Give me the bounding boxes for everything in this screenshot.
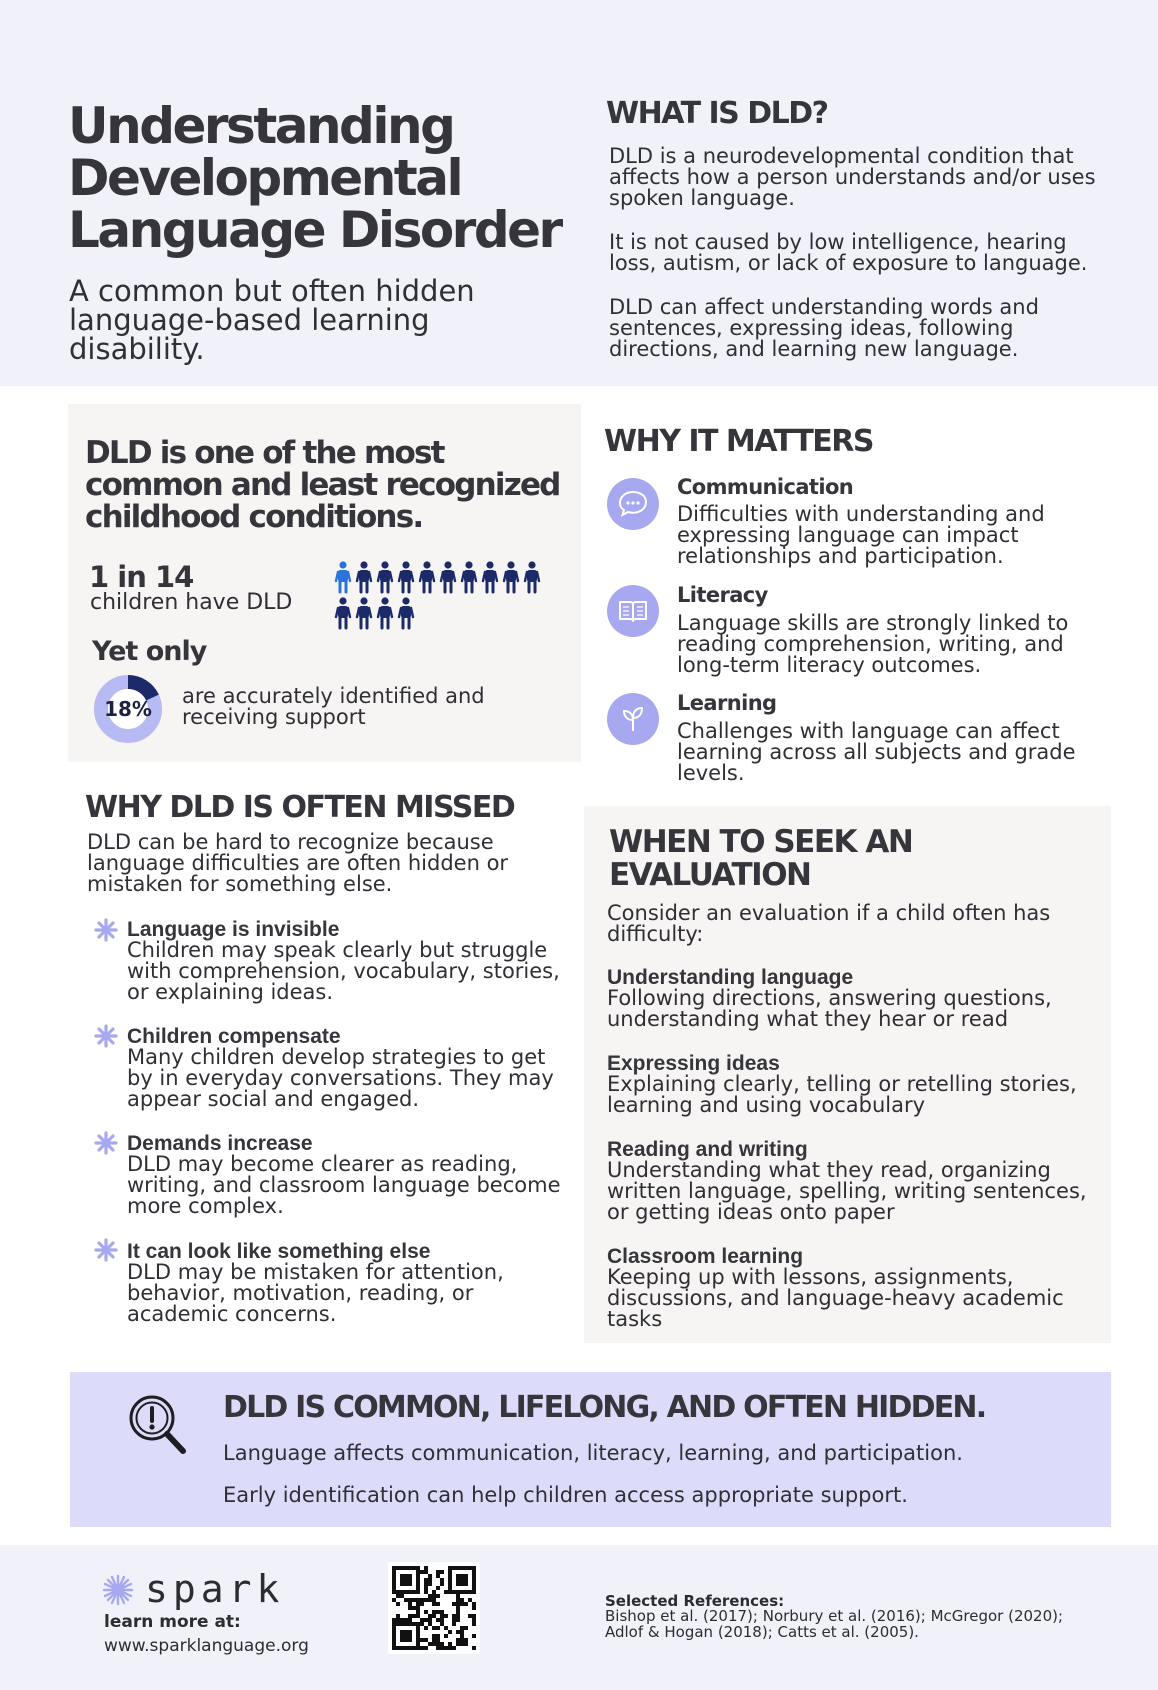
qr-module [424, 1610, 428, 1614]
qr-module [424, 1590, 428, 1594]
qr-module [472, 1646, 476, 1650]
qr-module [396, 1622, 400, 1626]
qr-module [392, 1630, 396, 1634]
person-icon [378, 561, 392, 592]
qr-module [392, 1642, 396, 1646]
qr-module [436, 1626, 440, 1630]
qr-module [420, 1618, 424, 1622]
person-icon [378, 597, 392, 628]
missed-item-text: DLD may become clearer as reading, writing, and classroom language become more complex. [127, 1152, 561, 1218]
qr-module [456, 1594, 460, 1598]
qr-module [456, 1566, 460, 1570]
qr-module [424, 1566, 428, 1570]
person-icon [504, 561, 518, 592]
qr-module [416, 1634, 420, 1638]
qr-module [424, 1582, 428, 1586]
qr-module [400, 1578, 404, 1582]
missed-item-text: DLD may be mistaken for attention, behavior, motivation, reading, or academic concerns. [127, 1260, 504, 1326]
qr-module [400, 1582, 404, 1586]
evaluation-heading: WHEN TO SEEK AN EVALUATION [609, 824, 913, 893]
qr-module [464, 1642, 468, 1646]
qr-module [408, 1574, 412, 1578]
missed-item-head: It can look like something else [127, 1240, 431, 1263]
qr-module [432, 1590, 436, 1594]
yet-only-label: Yet only [92, 636, 207, 667]
qr-module [392, 1566, 396, 1570]
qr-module [432, 1610, 436, 1614]
qr-module [456, 1590, 460, 1594]
what-is-dld-heading: WHAT IS DLD? [606, 96, 828, 131]
qr-module [408, 1598, 412, 1602]
qr-module [408, 1638, 412, 1642]
qr-module [408, 1614, 412, 1618]
asterisk-bullet-icon [94, 918, 118, 942]
qr-module [456, 1598, 460, 1602]
qr-module [460, 1566, 464, 1570]
qr-module [428, 1618, 432, 1622]
qr-module [452, 1646, 456, 1650]
missed-item-text: Many children develop strategies to get by in everyday conversations. They may appear social and engaged. [127, 1045, 554, 1111]
qr-module [408, 1634, 412, 1638]
asterisk-bullet-icon [94, 1024, 118, 1048]
open-book-icon [607, 585, 659, 637]
qr-module [432, 1594, 436, 1598]
qr-module [440, 1578, 444, 1582]
qr-module [392, 1578, 396, 1582]
page-subtitle: A common but often hidden language-based learning disability. [69, 274, 475, 366]
percent-label: 18% [104, 697, 152, 721]
qr-module [436, 1586, 440, 1590]
qr-module [456, 1618, 460, 1622]
missed-item-text: Children may speak clearly but struggle with comprehension, vocabulary, stories, or explaining ideas. [127, 938, 560, 1004]
qr-module [448, 1570, 452, 1574]
qr-module [404, 1622, 408, 1626]
qr-module [472, 1614, 476, 1618]
qr-module [448, 1642, 452, 1646]
qr-module [440, 1642, 444, 1646]
banner-line: Early identification can help children access appropriate support. [223, 1483, 908, 1507]
qr-module [416, 1626, 420, 1630]
qr-module [400, 1618, 404, 1622]
qr-module [432, 1626, 436, 1630]
qr-module [412, 1614, 416, 1618]
qr-module [472, 1586, 476, 1590]
qr-module [456, 1638, 460, 1642]
qr-module [452, 1590, 456, 1594]
qr-module [408, 1590, 412, 1594]
qr-module [424, 1626, 428, 1630]
qr-module [416, 1614, 420, 1618]
qr-module [416, 1630, 420, 1634]
asterisk-bullet-icon [94, 1238, 118, 1262]
qr-module [440, 1570, 444, 1574]
person-icon [462, 561, 476, 592]
qr-module [392, 1634, 396, 1638]
qr-module [460, 1630, 464, 1634]
evaluation-item-text: Following directions, answering questions, understanding what they hear or read [607, 986, 1052, 1031]
qr-module [468, 1598, 472, 1602]
qr-module [444, 1646, 448, 1650]
qr-module [448, 1578, 452, 1582]
qr-module [416, 1590, 420, 1594]
qr-module [444, 1634, 448, 1638]
qr-module [440, 1582, 444, 1586]
qr-module [460, 1578, 464, 1582]
qr-module [444, 1614, 448, 1618]
qr-module [460, 1634, 464, 1638]
qr-module [436, 1594, 440, 1598]
references-text: Bishop et al. (2017); Norbury et al. (2016); McGregor (2020); Adlof & Hogan (2018); Catts et al. (2005). [605, 1607, 1064, 1641]
qr-module [472, 1602, 476, 1606]
qr-module [392, 1598, 396, 1602]
qr-module [472, 1634, 476, 1638]
qr-code[interactable] [388, 1562, 480, 1654]
qr-module [436, 1610, 440, 1614]
qr-module [408, 1622, 412, 1626]
qr-module [456, 1610, 460, 1614]
magnifier-alert-icon [126, 1392, 190, 1458]
missed-item-head: Language is invisible [127, 918, 340, 941]
qr-module [420, 1646, 424, 1650]
qr-module [424, 1646, 428, 1650]
often-missed-intro: DLD can be hard to recognize because language difficulties are often hidden or mistaken for something else. [87, 830, 509, 896]
qr-module [412, 1598, 416, 1602]
evaluation-item-head: Understanding language [607, 966, 854, 989]
qr-module [472, 1590, 476, 1594]
qr-module [392, 1570, 396, 1574]
qr-module [472, 1618, 476, 1622]
qr-module [408, 1606, 412, 1610]
qr-module [416, 1566, 420, 1570]
qr-module [400, 1646, 404, 1650]
person-icon [483, 561, 497, 592]
banner-heading: DLD IS COMMON, LIFELONG, AND OFTEN HIDDEN. [223, 1390, 986, 1425]
brand-wordmark: spark [145, 1567, 285, 1611]
qr-module [432, 1614, 436, 1618]
qr-module [400, 1622, 404, 1626]
qr-module [416, 1646, 420, 1650]
person-icon [441, 561, 455, 592]
qr-module [428, 1622, 432, 1626]
qr-module [456, 1574, 460, 1578]
qr-module [392, 1626, 396, 1630]
qr-module [396, 1590, 400, 1594]
qr-module [392, 1646, 396, 1650]
evaluation-item-head: Expressing ideas [607, 1052, 780, 1075]
matters-text-communication: Difficulties with understanding and expressing language can impact relationships and participation. [677, 502, 1045, 568]
evaluation-item-head: Classroom learning [607, 1245, 804, 1268]
qr-module [440, 1646, 444, 1650]
qr-module [452, 1622, 456, 1626]
qr-module [400, 1594, 404, 1598]
qr-module [472, 1574, 476, 1578]
qr-module [392, 1638, 396, 1642]
qr-module [408, 1602, 412, 1606]
person-icon [336, 597, 350, 628]
qr-module [400, 1634, 404, 1638]
qr-module [472, 1606, 476, 1610]
qr-module [416, 1578, 420, 1582]
qr-module [464, 1602, 468, 1606]
qr-module [420, 1638, 424, 1642]
stats-heading: DLD is one of the most common and least recognized childhood conditions. [85, 435, 560, 535]
qr-module [432, 1598, 436, 1602]
qr-module [460, 1590, 464, 1594]
qr-module [404, 1634, 408, 1638]
qr-module [404, 1598, 408, 1602]
qr-module [448, 1574, 452, 1578]
qr-module [428, 1594, 432, 1598]
qr-module [396, 1646, 400, 1650]
what-paragraph: It is not caused by low intelligence, hearing loss, autism, or lack of exposure to language. [609, 230, 1088, 275]
asterisk-bullet-icon [94, 1131, 118, 1155]
qr-module [436, 1634, 440, 1638]
qr-module [460, 1582, 464, 1586]
qr-module [456, 1630, 460, 1634]
why-it-matters-heading: WHY IT MATTERS [604, 424, 873, 459]
qr-module [400, 1638, 404, 1642]
banner-line: Language affects communication, literacy, learning, and participation. [223, 1441, 963, 1465]
qr-module [440, 1618, 444, 1622]
qr-module [468, 1590, 472, 1594]
qr-module [400, 1574, 404, 1578]
qr-module [420, 1570, 424, 1574]
qr-module [464, 1578, 468, 1582]
matters-label-literacy: Literacy [677, 583, 768, 607]
qr-module [404, 1646, 408, 1650]
page-title: Understanding Developmental Language Disorder [68, 97, 561, 259]
qr-module [420, 1622, 424, 1626]
qr-module [444, 1590, 448, 1594]
qr-module [436, 1646, 440, 1650]
references-heading: Selected References: [605, 1592, 785, 1610]
stat-ratio-desc: children have DLD [90, 590, 293, 615]
evaluation-item-text: Explaining clearly, telling or retelling stories, learning and using vocabulary [607, 1072, 1077, 1117]
people-pictogram [333, 561, 543, 638]
qr-module [396, 1566, 400, 1570]
qr-module [460, 1574, 464, 1578]
qr-module [416, 1570, 420, 1574]
matters-label-communication: Communication [677, 475, 854, 499]
qr-module [428, 1598, 432, 1602]
qr-module [412, 1566, 416, 1570]
qr-module [416, 1642, 420, 1646]
qr-module [412, 1590, 416, 1594]
qr-module [412, 1622, 416, 1626]
qr-module [444, 1626, 448, 1630]
qr-module [424, 1578, 428, 1582]
qr-module [460, 1638, 464, 1642]
often-missed-heading: WHY DLD IS OFTEN MISSED [85, 790, 515, 825]
qr-module [408, 1566, 412, 1570]
qr-module [408, 1578, 412, 1582]
qr-module [472, 1622, 476, 1626]
qr-module [408, 1582, 412, 1586]
qr-module [424, 1618, 428, 1622]
qr-module [436, 1642, 440, 1646]
qr-module [464, 1574, 468, 1578]
learn-more-label: learn more at: [104, 1612, 241, 1632]
website-link[interactable]: www.sparklanguage.org [104, 1636, 309, 1656]
qr-module [404, 1590, 408, 1594]
qr-module [440, 1614, 444, 1618]
qr-module [448, 1646, 452, 1650]
qr-module [416, 1598, 420, 1602]
qr-module [432, 1642, 436, 1646]
qr-module [420, 1602, 424, 1606]
qr-module [448, 1586, 452, 1590]
qr-module [456, 1606, 460, 1610]
qr-module [452, 1614, 456, 1618]
qr-module [392, 1586, 396, 1590]
qr-module [396, 1594, 400, 1598]
qr-module [428, 1582, 432, 1586]
qr-module [392, 1590, 396, 1594]
qr-module [456, 1642, 460, 1646]
person-icon-highlighted [336, 561, 350, 592]
qr-module [440, 1622, 444, 1626]
qr-module [404, 1578, 408, 1582]
qr-module [404, 1630, 408, 1634]
qr-module [416, 1606, 420, 1610]
chat-bubble-icon [607, 478, 659, 530]
qr-module [404, 1582, 408, 1586]
qr-module [408, 1618, 412, 1622]
stat-ratio: 1 in 14 [89, 560, 194, 594]
evaluation-item-head: Reading and writing [607, 1138, 808, 1161]
qr-module [448, 1582, 452, 1586]
qr-module [408, 1646, 412, 1650]
qr-module [416, 1586, 420, 1590]
qr-module [460, 1598, 464, 1602]
person-icon [357, 597, 371, 628]
evaluation-item-text: Keeping up with lessons, assignments, discussions, and language-heavy academic tasks [607, 1265, 1064, 1331]
qr-module [428, 1574, 432, 1578]
qr-module [452, 1566, 456, 1570]
qr-module [440, 1610, 444, 1614]
qr-module [412, 1606, 416, 1610]
qr-module [468, 1566, 472, 1570]
qr-module [392, 1622, 396, 1626]
qr-module [436, 1574, 440, 1578]
qr-module [456, 1602, 460, 1606]
missed-item-head: Demands increase [127, 1132, 313, 1155]
qr-module [464, 1638, 468, 1642]
percent-desc: are accurately identified and receiving support [182, 684, 485, 729]
qr-module [460, 1602, 464, 1606]
qr-module [472, 1582, 476, 1586]
qr-module [464, 1566, 468, 1570]
person-icon [420, 561, 434, 592]
matters-text-literacy: Language skills are strongly linked to reading comprehension, writing, and long-term literacy outcomes. [677, 611, 1069, 677]
person-icon [399, 597, 413, 628]
qr-module [424, 1586, 428, 1590]
person-icon [399, 561, 413, 592]
qr-module [400, 1566, 404, 1570]
qr-module [404, 1566, 408, 1570]
qr-module [472, 1578, 476, 1582]
qr-module [424, 1598, 428, 1602]
sprout-icon [607, 693, 659, 745]
qr-module [432, 1638, 436, 1642]
qr-module [460, 1626, 464, 1630]
qr-module [412, 1646, 416, 1650]
qr-module [472, 1566, 476, 1570]
qr-module [436, 1618, 440, 1622]
qr-module [424, 1638, 428, 1642]
qr-module [428, 1642, 432, 1646]
person-icon [525, 561, 539, 592]
qr-module [432, 1602, 436, 1606]
qr-module [392, 1582, 396, 1586]
qr-module [432, 1634, 436, 1638]
qr-module [420, 1598, 424, 1602]
qr-module [416, 1622, 420, 1626]
missed-item-head: Children compensate [127, 1025, 341, 1048]
qr-module [452, 1602, 456, 1606]
qr-module [416, 1582, 420, 1586]
qr-module [428, 1578, 432, 1582]
qr-module [436, 1602, 440, 1606]
qr-module [456, 1582, 460, 1586]
qr-module [400, 1590, 404, 1594]
matters-label-learning: Learning [677, 691, 777, 715]
matters-text-learning: Challenges with language can affect learning across all subjects and grade levels. [677, 719, 1076, 785]
qr-module [448, 1590, 452, 1594]
qr-module [472, 1570, 476, 1574]
qr-module [396, 1614, 400, 1618]
evaluation-item-text: Understanding what they read, organizing written language, spelling, writing sentences, or getting ideas onto paper [607, 1158, 1087, 1224]
qr-module [396, 1602, 400, 1606]
qr-module [424, 1570, 428, 1574]
qr-module [464, 1626, 468, 1630]
qr-module [416, 1602, 420, 1606]
qr-module [448, 1630, 452, 1634]
qr-module [464, 1590, 468, 1594]
qr-module [468, 1614, 472, 1618]
qr-module [396, 1618, 400, 1622]
qr-module [448, 1566, 452, 1570]
qr-module [404, 1618, 408, 1622]
qr-module [408, 1630, 412, 1634]
qr-module [436, 1638, 440, 1642]
qr-module [392, 1574, 396, 1578]
qr-module [416, 1610, 420, 1614]
qr-module [456, 1578, 460, 1582]
qr-module [460, 1642, 464, 1646]
qr-module [428, 1614, 432, 1618]
qr-module [416, 1638, 420, 1642]
what-paragraph: DLD is a neurodevelopmental condition that affects how a person understands and/or uses spoken language. [609, 144, 1096, 210]
qr-module [452, 1618, 456, 1622]
qr-module [416, 1574, 420, 1578]
qr-module [404, 1574, 408, 1578]
qr-module [400, 1630, 404, 1634]
qr-module [464, 1582, 468, 1586]
person-icon [357, 561, 371, 592]
what-paragraph: DLD can affect understanding words and sentences, expressing ideas, following directions, and learning new language. [609, 295, 1039, 361]
qr-module [436, 1570, 440, 1574]
evaluation-intro: Consider an evaluation if a child often has difficulty: [607, 901, 1051, 946]
qr-module [404, 1638, 408, 1642]
qr-module [456, 1614, 460, 1618]
qr-module [392, 1618, 396, 1622]
spark-logo-icon [102, 1574, 134, 1606]
